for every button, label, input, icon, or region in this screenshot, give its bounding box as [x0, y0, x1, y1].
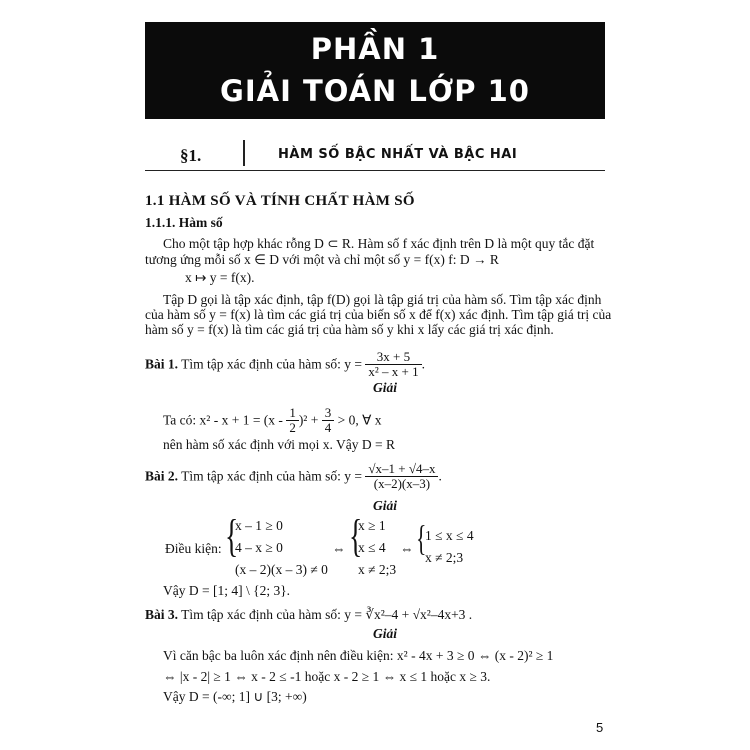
exercise-2-text: Tìm tập xác định của hàm số: y = [181, 468, 362, 484]
system-1-line-1: x – 1 ≥ 0 [235, 518, 283, 533]
fraction-three-quarters [322, 406, 335, 435]
condition-label: Điều kiện: [165, 541, 222, 556]
definition-line-1: Cho một tập hợp khác rỗng D ⊂ R. Hàm số f xác định trên D là một quy tắc đặt [163, 236, 595, 251]
fraction-denominator: 4 [322, 420, 335, 435]
definition-line-2: tương ứng mỗi số x ∈ D với một và chỉ một số y = f(x) f: D → R [145, 252, 499, 267]
system-1-line-3: (x – 2)(x – 3) ≠ 0 [235, 562, 328, 577]
period: . [421, 356, 425, 372]
solution-text-c: > 0, ∀ x [337, 412, 382, 428]
system-3-line-1: 1 ≤ x ≤ 4 [425, 528, 474, 543]
section-divider [243, 140, 245, 166]
page-number: 5 [596, 720, 604, 735]
system-1-line-2: 4 – x ≥ 0 [235, 540, 283, 555]
exercise-2-conclusion: Vậy D = [1; 4] \ {2; 3}. [163, 583, 291, 598]
definition-line-5: của hàm số y = f(x) là tìm các giá trị của biến số x để f(x) xác định. Tìm tập giá trị của [145, 307, 612, 322]
exercise-2-prompt [145, 463, 442, 492]
fraction-half [286, 406, 299, 435]
exercise-1-text: Tìm tập xác định của hàm số: y = [181, 356, 362, 372]
fraction-numerator: 1 [289, 405, 296, 420]
system-3-line-2: x ≠ 2;3 [425, 550, 464, 565]
exercise-3-label: Bài 3. [145, 607, 179, 622]
subsubsection-heading: 1.1.1. Hàm số [145, 215, 223, 230]
left-brace-icon: { [225, 510, 239, 561]
solution-label-3: Giải [373, 626, 398, 641]
part-title-banner [145, 22, 605, 119]
solution-text-b: )² + [298, 412, 319, 428]
exercise-3-line-1: Vì căn bậc ba luôn xác định nên điều kiện: x² - 4x + 3 ≥ 0 ⇔ (x - 2)² ≥ 1 [163, 648, 554, 663]
fraction-numerator: √x–1 + √4–x [368, 461, 436, 476]
exercise-3-text: Tìm tập xác định của hàm số: y = ∛x²–4 + √x²–4x+3 . [181, 607, 473, 622]
subsection-heading: 1.1 HÀM SỐ VÀ TÍNH CHẤT HÀM SỐ [145, 193, 415, 209]
equivalence-arrow: ⇔ [332, 541, 346, 556]
fraction-denominator: 2 [286, 420, 299, 435]
system-2-line-3: x ≠ 2;3 [358, 562, 397, 577]
exercise-3-prompt [145, 607, 472, 622]
part-subtitle: GIẢI TOÁN LỚP 10 [220, 74, 530, 108]
fraction-numerator: 3x + 5 [376, 349, 411, 364]
equivalence-arrow: ⇔ [400, 541, 414, 556]
fraction-denominator: (x–2)(x–3) [365, 476, 438, 491]
system-2-line-2: x ≤ 4 [358, 540, 386, 555]
fraction-denominator: x² – x + 1 [365, 364, 421, 379]
exercise-2-label: Bài 2. [145, 468, 179, 484]
solution-label-1: Giải [373, 380, 398, 395]
part-title: PHẦN 1 [310, 32, 440, 66]
solution-text-a: Ta có: x² - x + 1 = (x - [163, 412, 283, 428]
definition-line-6: hàm số y = f(x) là tìm các giá trị của hàm số y khi x lấy các giá trị xác định. [145, 322, 554, 337]
exercise-1-conclusion: nên hàm số xác định với mọi x. Vậy D = R [163, 437, 395, 452]
exercise-3-conclusion: Vậy D = (-∞; 1] ∪ [3; +∞) [163, 689, 307, 704]
definition-line-4: Tập D gọi là tập xác định, tập f(D) gọi là tập giá trị của hàm số. Tìm tập xác định [163, 292, 602, 307]
section-number: §1. [180, 146, 202, 165]
exercise-3-line-2: ⇔ |x - 2| ≥ 1 ⇔ x - 2 ≤ -1 hoặc x - 2 ≥ 1 ⇔ x ≤ 1 hoặc x ≥ 3. [163, 669, 491, 684]
definition-line-3: x ↦ y = f(x). [185, 270, 255, 285]
section-rule [145, 170, 605, 171]
system-2-line-1: x ≥ 1 [358, 518, 386, 533]
left-brace-icon: { [349, 510, 363, 561]
exercise-2-fraction [365, 462, 438, 491]
solution-label-2: Giải [373, 498, 398, 513]
exercise-1-prompt [145, 351, 425, 380]
exercise-1-fraction [365, 350, 421, 379]
section-title: HÀM SỐ BẬC NHẤT VÀ BẬC HAI [278, 147, 518, 162]
fraction-numerator: 3 [324, 405, 332, 420]
exercise-1-solution [163, 407, 381, 436]
left-brace-icon: { [416, 518, 427, 558]
exercise-1-label: Bài 1. [145, 356, 179, 372]
period: . [438, 468, 442, 484]
